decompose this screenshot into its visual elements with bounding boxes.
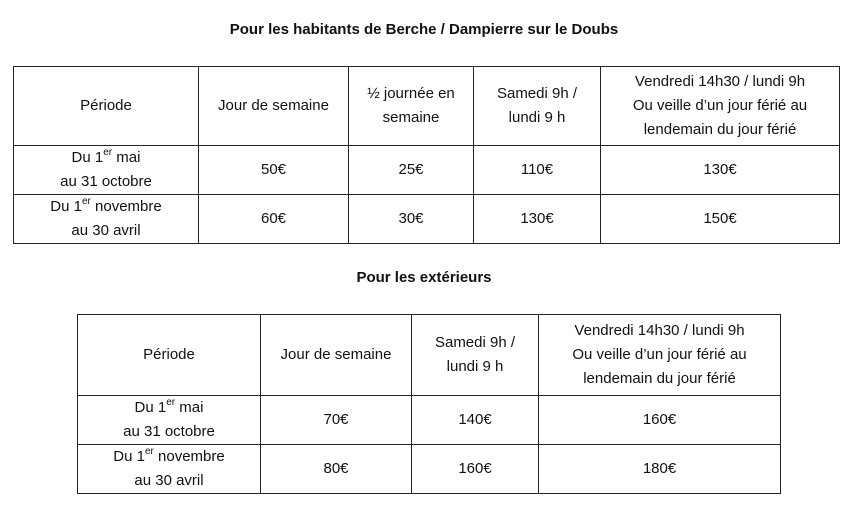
period-sup: er	[144, 446, 154, 457]
price-jour-semaine: 60€	[199, 195, 349, 244]
table-row	[78, 396, 781, 445]
header-vendredi-line3: lendemain du jour férié	[643, 121, 797, 138]
period-cell	[14, 146, 199, 195]
price-vendredi: 130€	[601, 146, 840, 195]
price-samedi: 130€	[474, 195, 601, 244]
period-line2: au 31 octobre	[60, 173, 152, 190]
period-rest: novembre	[153, 448, 225, 465]
period-sup: er	[81, 196, 91, 207]
header-samedi-line1: Samedi 9h /	[496, 85, 578, 102]
period-prefix: Du 1	[134, 399, 167, 416]
table-row	[14, 146, 840, 195]
price-samedi: 110€	[474, 146, 601, 195]
price-vendredi: 180€	[539, 445, 781, 494]
price-jour-semaine: 50€	[199, 146, 349, 195]
header-samedi	[412, 315, 539, 396]
header-periode: Période	[78, 315, 261, 396]
table-row	[14, 195, 840, 244]
header-vendredi-line3: lendemain du jour férié	[583, 370, 736, 387]
header-demi-journee-line1: ½ journée en	[367, 85, 455, 102]
header-vendredi	[601, 67, 840, 146]
period-cell	[78, 445, 261, 494]
header-vendredi-line1: Vendredi 14h30 / lundi 9h	[634, 73, 806, 90]
pricing-table-exterieurs	[77, 314, 781, 494]
section-title-habitants: Pour les habitants de Berche / Dampierre sur le Doubs	[229, 21, 619, 38]
period-sup: er	[103, 147, 113, 158]
period-sup: er	[166, 397, 176, 408]
table-header-row	[14, 67, 840, 146]
header-vendredi-line2: Ou veille d’un jour férié au	[632, 97, 808, 114]
header-samedi-line2: lundi 9 h	[508, 109, 566, 126]
price-jour-semaine: 70€	[261, 396, 412, 445]
period-line1	[82, 445, 256, 469]
price-demi-journee: 25€	[349, 146, 474, 195]
header-vendredi-line2: Ou veille d’un jour férié au	[572, 346, 747, 363]
header-samedi-line2: lundi 9 h	[446, 358, 504, 375]
header-periode: Période	[14, 67, 199, 146]
price-vendredi: 150€	[601, 195, 840, 244]
section-title-exterieurs: Pour les extérieurs	[356, 269, 492, 286]
period-rest: mai	[112, 149, 141, 166]
price-samedi: 160€	[412, 445, 539, 494]
period-line2: au 30 avril	[71, 222, 141, 239]
period-rest: novembre	[90, 198, 162, 215]
header-vendredi-line1: Vendredi 14h30 / lundi 9h	[574, 322, 745, 339]
pricing-table-habitants	[13, 66, 840, 244]
period-prefix: Du 1	[71, 149, 104, 166]
price-vendredi: 160€	[539, 396, 781, 445]
table-row	[78, 445, 781, 494]
period-prefix: Du 1	[50, 198, 82, 215]
price-samedi: 140€	[412, 396, 539, 445]
table-header-row	[78, 315, 781, 396]
period-prefix: Du 1	[113, 448, 145, 465]
header-demi-journee-line2: semaine	[382, 109, 440, 126]
price-demi-journee: 30€	[349, 195, 474, 244]
period-line1	[18, 195, 194, 219]
header-jour-semaine: Jour de semaine	[199, 67, 349, 146]
price-jour-semaine: 80€	[261, 445, 412, 494]
header-samedi-line1: Samedi 9h /	[434, 334, 516, 351]
header-vendredi	[539, 315, 781, 396]
period-cell	[14, 195, 199, 244]
header-demi-journee	[349, 67, 474, 146]
period-line2: au 31 octobre	[123, 423, 215, 440]
period-line1	[82, 396, 256, 420]
header-samedi	[474, 67, 601, 146]
period-cell	[78, 396, 261, 445]
period-line2: au 30 avril	[134, 472, 204, 489]
period-line1	[18, 146, 194, 170]
period-rest: mai	[175, 399, 204, 416]
header-jour-semaine: Jour de semaine	[261, 315, 412, 396]
